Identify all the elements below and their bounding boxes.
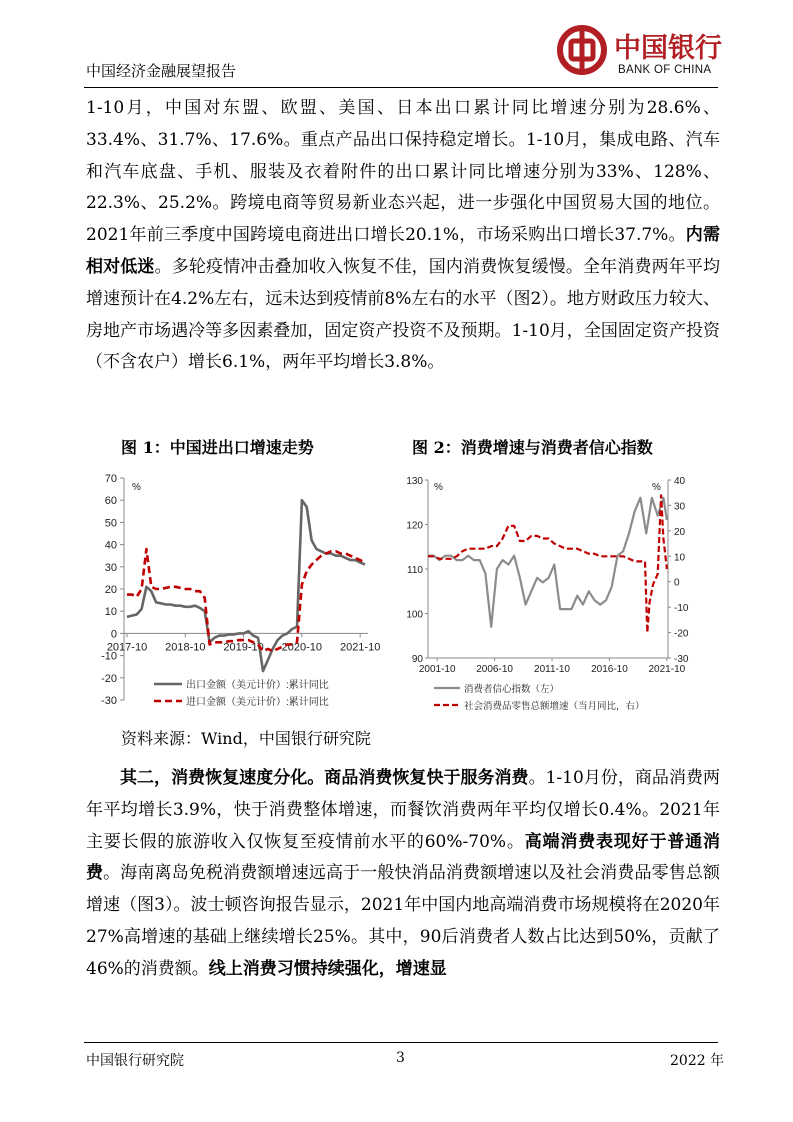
y-tick-label: 50 <box>104 517 117 530</box>
chart-legend <box>434 683 645 712</box>
bold-phrase: 消费恢复速度分化。商品消费恢复快于服务消费 <box>171 768 529 788</box>
logo-english-text: BANK OF CHINA <box>618 64 712 76</box>
paragraph-trade <box>86 93 720 379</box>
x-tick-label: 2018-10 <box>165 641 206 654</box>
y-right-tick-label: 0 <box>674 577 680 589</box>
bold-phrase: 高端消费表现好于普通消费 <box>86 831 720 884</box>
figure-2-chart <box>398 466 704 716</box>
x-tick-label: 2001-10 <box>418 664 456 675</box>
paragraph-text: 1-10月，中国对东盟、欧盟、美国、日本出口累计同比增速分别为28.6%、33.4%、31.7%、17.6%。重点产品出口保持稳定增长。1-10月，集成电路、汽车和汽车底盘、手机、服装及衣着附件的出口累计同比增速分别为33%、128%、22.3%、25.2%。跨境电商等贸易新业态兴起，进一步强化中国贸易大国的地位。2021年前三季度中国跨境电商进出口增长20.1%，市场采购出口增长37.7%。 <box>86 98 720 246</box>
x-tick-label: 2021-10 <box>648 664 686 675</box>
y-tick-label: -30 <box>101 695 117 707</box>
y-right-tick-label: 40 <box>674 476 686 487</box>
y-left-tick-label: 110 <box>407 565 423 576</box>
y-tick-label: 40 <box>104 539 117 552</box>
y-left-tick-label: 120 <box>406 520 423 532</box>
legend-label: 消费者信心指数（左） <box>464 684 560 695</box>
figure-2-title: 图 2：消费增速与消费者信心指数 <box>412 438 653 457</box>
page-number: 3 <box>396 1050 405 1066</box>
y-right-tick-label: 20 <box>674 526 686 538</box>
chart-lines <box>428 495 667 632</box>
y-tick-label: -20 <box>101 672 117 685</box>
legend-label: 社会消费品零售总额增速（当月同比，右） <box>464 701 645 712</box>
y-right-tick-label: -10 <box>674 603 689 615</box>
consumer-confidence-line <box>428 498 667 627</box>
report-title: 中国经济金融展望报告 <box>86 62 237 80</box>
legend-label: 出口金额（美元计价）:累计同比 <box>186 680 329 691</box>
y-left-tick-label: 90 <box>411 654 423 665</box>
paragraph-text: 。海南离岛免税消费额增速远高于一般快消品消费额增速以及社会消费品零售总额增速（图3）。波士顿咨询报告显示，2021年中国内地高端消费市场规模将在2020年27%高增速的基础上继续增长25%。其中，90后消费者人数占比达到50%，贡献了46%的消费额。 <box>86 863 721 979</box>
y-tick-label: 20 <box>104 584 117 596</box>
figure-1-title: 图 1：中国进出口增速走势 <box>121 438 314 457</box>
footer-year: 2022 年 <box>670 1053 725 1069</box>
x-tick-label: 2017-10 <box>106 641 148 654</box>
y-tick-label: -10 <box>101 650 117 663</box>
x-tick-label: 2006-10 <box>476 664 513 675</box>
y-tick-label: 70 <box>104 473 117 485</box>
bold-phrase: 线上消费习惯持续强化，增速显 <box>208 958 447 979</box>
bold-phrase: 内需相对低迷 <box>86 225 721 277</box>
y-left-tick-label: 100 <box>406 609 423 621</box>
chart-axes <box>101 473 380 707</box>
y-right-tick-label: 30 <box>674 501 686 513</box>
paragraph-text: 。多轮疫情冲击叠加收入恢复不佳，国内消费恢复缓慢。全年消费两年平均增速预计在4.2%左右，远未达到疫情前8%左右的水平（图2）。地方财政压力较大、房地产市场遇冷等多因素叠加，固定资产投资不及预期。1-10月，全国固定资产投资（不含农户）增长6.1%，两年平均增长3.8%。 <box>86 256 721 373</box>
y-tick-label: 0 <box>110 628 117 641</box>
bold-phrase: 其二， <box>120 768 172 788</box>
y-tick-label: 30 <box>104 561 117 574</box>
unit-label-right: % <box>652 482 661 493</box>
y-tick-label: 10 <box>104 606 117 619</box>
x-tick-label: 2016-10 <box>591 664 628 675</box>
footer-org: 中国银行研究院 <box>86 1053 184 1069</box>
logo-chinese-text: 中国银行 <box>614 33 722 64</box>
footer-divider <box>84 1042 718 1043</box>
retail-sales-growth-line <box>428 495 667 632</box>
unit-label: % <box>132 482 141 493</box>
unit-label-left: % <box>434 482 443 493</box>
x-tick-label: 2020-10 <box>281 641 323 654</box>
figure-source-note: 资料来源：Wind，中国银行研究院 <box>121 729 371 748</box>
y-right-tick-label: 10 <box>674 552 686 564</box>
x-tick-label: 2021-10 <box>339 641 381 654</box>
bank-of-china-logo <box>556 20 722 82</box>
header-divider <box>84 87 718 88</box>
boc-emblem-icon <box>556 24 608 76</box>
figure-1-chart <box>86 466 386 716</box>
x-tick-label: 2011-10 <box>534 664 571 675</box>
y-left-tick-label: 130 <box>406 476 423 487</box>
y-tick-label: 60 <box>104 495 117 508</box>
y-right-tick-label: -20 <box>674 628 689 640</box>
chart-legend <box>154 678 329 708</box>
paragraph-text: 。1-10月份，商品消费两年平均增长3.9%，快于消费整体增速，而餐饮消费两年平均仅增长0.4%。2021年主要长假的旅游收入仅恢复至疫情前水平的60%-70%。 <box>86 768 721 852</box>
x-tick-label: 2019-10 <box>223 641 264 654</box>
legend-label: 进口金额（美元计价）:累计同比 <box>186 697 329 708</box>
paragraph-consumption <box>86 763 720 986</box>
y-right-tick-label: -30 <box>674 654 689 665</box>
